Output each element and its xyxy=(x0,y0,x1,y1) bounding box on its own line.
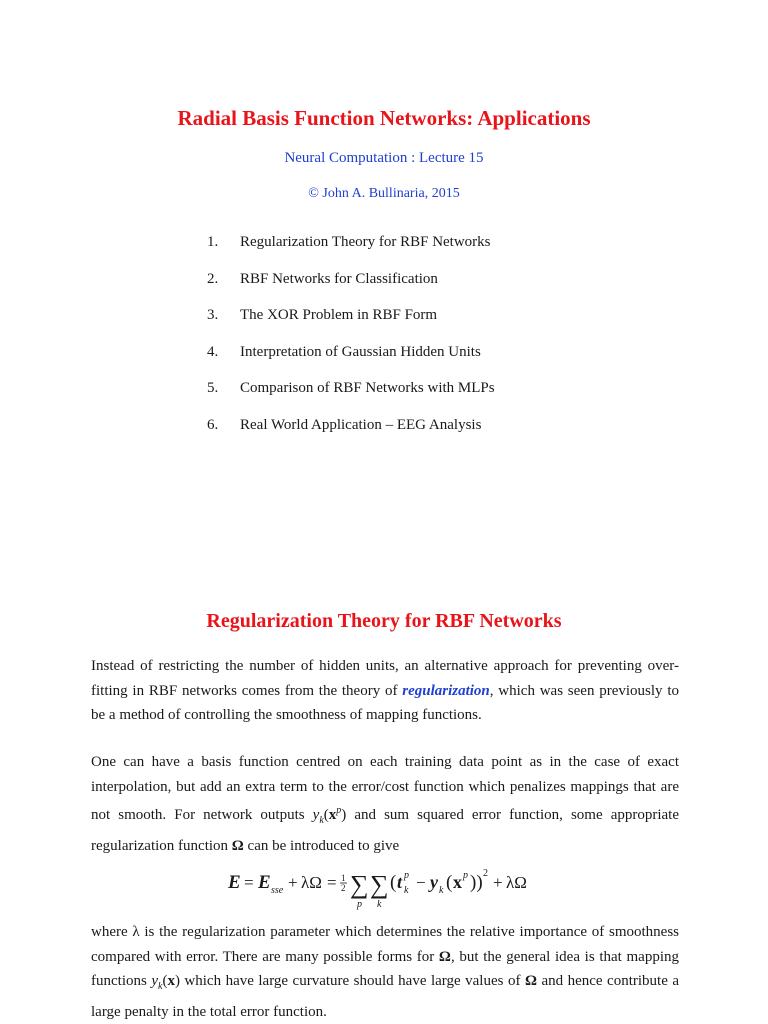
paragraph-text: and sum squared error function, some appropriate regularization function xyxy=(91,807,679,854)
toc-number: 2. xyxy=(207,270,219,287)
toc-number: 3. xyxy=(207,307,219,323)
toc-item xyxy=(207,380,495,417)
yk-symbol: $y_k$ xyxy=(312,807,324,826)
paragraph-text: and hence contribute a large penalty in the total error function. xyxy=(91,973,679,1020)
paragraph-text: can be introduced to give xyxy=(243,837,400,854)
toc-item xyxy=(207,417,495,454)
table-of-contents xyxy=(207,234,495,453)
svg-text:sse: sse xyxy=(271,885,284,896)
svg-text:−: − xyxy=(416,873,426,892)
svg-text:+: + xyxy=(493,873,503,892)
svg-text:(: ( xyxy=(446,872,453,893)
toc-label: Interpretation of Gaussian Hidden Units xyxy=(240,343,481,360)
toc-number: 6. xyxy=(207,416,219,433)
svg-text:x: x xyxy=(453,872,462,892)
page-title: Radial Basis Function Networks: Applications xyxy=(177,106,591,130)
copyright-line: © John A. Bullinaria, 2015 xyxy=(308,186,460,201)
toc-number: 1. xyxy=(207,234,219,250)
toc-label: Real World Application – EEG Analysis xyxy=(240,416,482,433)
paragraph-intro xyxy=(91,654,679,728)
svg-text:∑: ∑ xyxy=(370,870,389,899)
svg-text:)): )) xyxy=(470,872,483,893)
paragraph-text: One can have a basis function centred on each training data point as in the case of exact interpolation, but add an extra term to the error/cost function which penalizes mappings that are not smooth. For network outputs xyxy=(91,754,679,823)
paragraph-text: , which was seen previously to be a method of controlling the smoothness of mapping functions. xyxy=(91,682,679,723)
regularization-keyword: regularization xyxy=(402,682,490,699)
regularized-error-equation xyxy=(0,862,768,917)
svg-text:k: k xyxy=(439,885,444,896)
svg-text:p: p xyxy=(404,870,409,881)
toc-number: 5. xyxy=(207,380,219,396)
svg-text:p: p xyxy=(357,899,362,910)
svg-text:(: ( xyxy=(390,872,397,893)
omega-symbol: Ω xyxy=(231,837,244,854)
toc-number: 4. xyxy=(207,343,219,360)
svg-text:p: p xyxy=(463,870,468,881)
yk-symbol: $y_k$ xyxy=(151,973,163,992)
svg-text:y: y xyxy=(430,872,438,892)
toc-label: Comparison of RBF Networks with MLPs xyxy=(240,380,495,396)
omega-symbol: Ω xyxy=(438,948,451,965)
paragraph-text: Instead of restricting the number of hidden units, an alternative approach for preventing over-fitting in RBF networks comes from the theory of xyxy=(91,658,679,699)
toc-item xyxy=(207,307,495,344)
paragraph-lambda: where λ is the regularization parameter which determines the relative importance of smoothness compared with error. There are many possible forms for Ω, but the general idea is that mapping functions $y_k(x)$ which have large curvature should have large values of Ω and hence contribute a large penalty in the total error function. xyxy=(91,924,679,1020)
paragraph-basis: One can have a basis function centred on each training data point as in the case of exact interpolation, but add an extra term to the error/cost function which penalizes mappings that are not smooth. For network outputs $y_k(x^p)$ and sum squared error function, some appropriate regularization function Ω can be introduced to give xyxy=(91,754,679,854)
svg-text:+: + xyxy=(288,873,298,892)
svg-text:2: 2 xyxy=(483,868,488,879)
svg-text:t: t xyxy=(397,872,403,892)
toc-label: RBF Networks for Classification xyxy=(240,270,438,287)
toc-item xyxy=(207,234,495,271)
paragraph-text: where λ is the regularization parameter which determines the relative importance of smoothness compared with error. There are many possible forms for xyxy=(91,924,679,965)
svg-text:k: k xyxy=(404,885,409,896)
svg-text:∑: ∑ xyxy=(350,870,369,899)
svg-text:=: = xyxy=(327,873,337,892)
toc-item xyxy=(207,271,495,308)
toc-label: Regularization Theory for RBF Networks xyxy=(240,234,491,250)
svg-text:=: = xyxy=(244,873,254,892)
paragraph-text: , but the general idea is that mapping functions xyxy=(91,948,679,989)
section-heading: Regularization Theory for RBF Networks xyxy=(206,610,562,632)
paragraph-text: which have large curvature should have large values of xyxy=(179,973,525,989)
svg-text:k: k xyxy=(377,899,382,910)
svg-text:λΩ: λΩ xyxy=(506,873,527,892)
svg-text:2: 2 xyxy=(341,883,346,893)
svg-text:E: E xyxy=(258,872,271,893)
svg-text:1: 1 xyxy=(341,873,346,883)
omega-symbol: Ω xyxy=(524,973,537,989)
svg-text:λΩ: λΩ xyxy=(301,873,322,892)
lecture-subtitle: Neural Computation : Lecture 15 xyxy=(284,150,484,166)
equation-svg xyxy=(224,862,544,912)
toc-label: The XOR Problem in RBF Form xyxy=(240,307,438,323)
svg-text:E: E xyxy=(228,872,241,893)
toc-item xyxy=(207,344,495,381)
